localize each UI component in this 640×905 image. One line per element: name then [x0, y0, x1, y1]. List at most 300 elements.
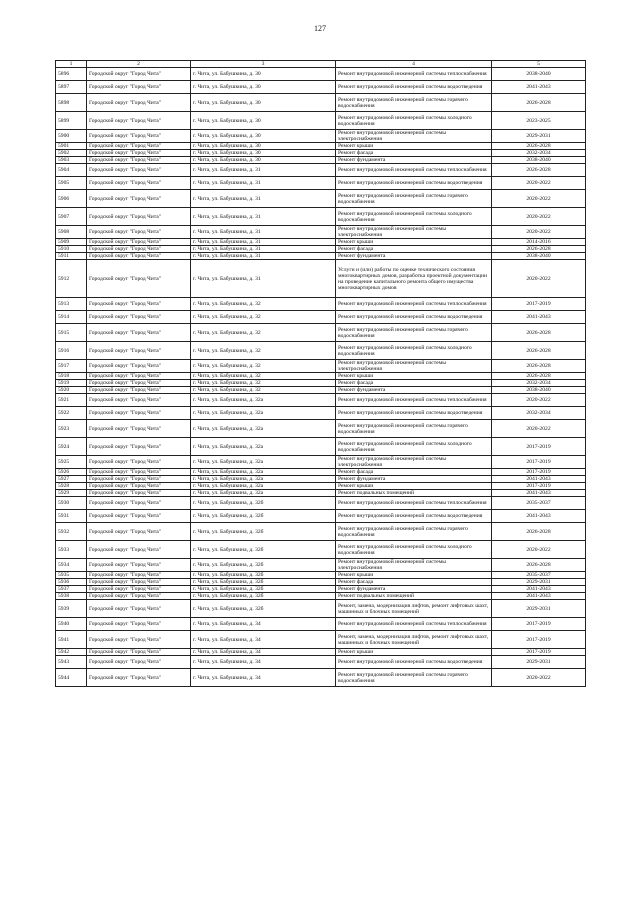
row-number: 5896	[56, 68, 87, 81]
row-number: 5937	[56, 586, 87, 593]
work-type-cell: Ремонт крыши	[336, 483, 492, 490]
work-type-cell: Услуги и (или) работы по оценке технического состояния многоквартирных домов, разработка проектной документации на проведение капитального ремонта общего имущества многоквартирных домов	[336, 260, 492, 298]
municipality-cell: Городской округ "Город Чита"	[87, 253, 191, 260]
period-cell: 2020-2022	[492, 669, 586, 687]
period-cell: 2035-2037	[492, 497, 586, 510]
municipality-cell: Городской округ "Город Чита"	[87, 559, 191, 572]
table-row	[56, 438, 586, 456]
row-number: 5900	[56, 130, 87, 143]
row-number: 5898	[56, 94, 87, 112]
table-row	[56, 523, 586, 541]
row-number: 5927	[56, 476, 87, 483]
address-cell: г. Чита, ул. Бабушкина, д. 32	[191, 298, 336, 311]
work-type-cell: Ремонт, замена, модернизация лифтов, ремонт лифтовых шахт, машинных и блочных помещений	[336, 600, 492, 618]
address-cell: г. Чита, ул. Бабушкина, д. 32б	[191, 497, 336, 510]
address-cell: г. Чита, ул. Бабушкина, д. 32а	[191, 456, 336, 469]
municipality-cell: Городской округ "Город Чита"	[87, 68, 191, 81]
period-cell: 2026-2028	[492, 143, 586, 150]
row-number: 5943	[56, 656, 87, 669]
header-cell: 2	[87, 61, 191, 68]
municipality-cell: Городской округ "Город Чита"	[87, 226, 191, 239]
address-cell: г. Чита, ул. Бабушкина, д. 31	[191, 177, 336, 190]
address-cell: г. Чита, ул. Бабушкина, д. 30	[191, 94, 336, 112]
period-cell: 2038-2040	[492, 68, 586, 81]
row-number: 5926	[56, 469, 87, 476]
municipality-cell: Городской округ "Город Чита"	[87, 157, 191, 164]
period-cell: 2017-2019	[492, 649, 586, 656]
row-number: 5939	[56, 600, 87, 618]
capital-repair-table	[55, 60, 586, 687]
municipality-cell: Городской округ "Город Чита"	[87, 618, 191, 631]
municipality-cell: Городской округ "Город Чита"	[87, 469, 191, 476]
table-row	[56, 387, 586, 394]
table-row	[56, 618, 586, 631]
table-row	[56, 94, 586, 112]
row-number: 5921	[56, 394, 87, 407]
row-number: 5911	[56, 253, 87, 260]
address-cell: г. Чита, ул. Бабушкина, д. 32	[191, 373, 336, 380]
municipality-cell: Городской округ "Город Чита"	[87, 324, 191, 342]
table-row	[56, 226, 586, 239]
work-type-cell: Ремонт крыши	[336, 649, 492, 656]
work-type-cell: Ремонт внутридомовой инженерной системы горячего водоснабжения	[336, 324, 492, 342]
address-cell: г. Чита, ул. Бабушкина, д. 32	[191, 387, 336, 394]
municipality-cell: Городской округ "Город Чита"	[87, 438, 191, 456]
address-cell: г. Чита, ул. Бабушкина, д. 30	[191, 150, 336, 157]
work-type-cell: Ремонт внутридомовой инженерной системы холодного водоснабжения	[336, 438, 492, 456]
work-type-cell: Ремонт фасада	[336, 579, 492, 586]
table-row	[56, 593, 586, 600]
period-cell: 2026-2028	[492, 523, 586, 541]
address-cell: г. Чита, ул. Бабушкина, д. 30	[191, 81, 336, 94]
work-type-cell: Ремонт подвальных помещений	[336, 593, 492, 600]
work-type-cell: Ремонт фасада	[336, 469, 492, 476]
municipality-cell: Городской округ "Город Чита"	[87, 190, 191, 208]
address-cell: г. Чита, ул. Бабушкина, д. 32б	[191, 541, 336, 559]
work-type-cell: Ремонт внутридомовой инженерной системы электроснабжения	[336, 559, 492, 572]
period-cell: 2041-2043	[492, 586, 586, 593]
row-number: 5920	[56, 387, 87, 394]
table-row	[56, 246, 586, 253]
period-cell: 2026-2028	[492, 342, 586, 360]
table-row	[56, 112, 586, 130]
municipality-cell: Городской округ "Город Чита"	[87, 260, 191, 298]
table-row	[56, 260, 586, 298]
period-cell: 2020-2022	[492, 394, 586, 407]
work-type-cell: Ремонт внутридомовой инженерной системы водоотведения	[336, 407, 492, 420]
address-cell: г. Чита, ул. Бабушкина, д. 31	[191, 164, 336, 177]
row-number: 5905	[56, 177, 87, 190]
period-cell: 2032-2034	[492, 407, 586, 420]
table-row	[56, 497, 586, 510]
period-cell: 2017-2019	[492, 298, 586, 311]
work-type-cell: Ремонт внутридомовой инженерной системы холодного водоснабжения	[336, 541, 492, 559]
row-number: 5944	[56, 669, 87, 687]
address-cell: г. Чита, ул. Бабушкина, д. 32б	[191, 523, 336, 541]
period-cell: 2032-2034	[492, 150, 586, 157]
address-cell: г. Чита, ул. Бабушкина, д. 34	[191, 631, 336, 649]
table-row	[56, 150, 586, 157]
address-cell: г. Чита, ул. Бабушкина, д. 34	[191, 656, 336, 669]
row-number: 5914	[56, 311, 87, 324]
period-cell: 2017-2019	[492, 483, 586, 490]
municipality-cell: Городской округ "Город Чита"	[87, 656, 191, 669]
table-row	[56, 420, 586, 438]
period-cell: 2029-2031	[492, 579, 586, 586]
row-number: 5913	[56, 298, 87, 311]
table-row	[56, 586, 586, 593]
work-type-cell: Ремонт внутридомовой инженерной системы горячего водоснабжения	[336, 523, 492, 541]
address-cell: г. Чита, ул. Бабушкина, д. 32а	[191, 469, 336, 476]
work-type-cell: Ремонт внутридомовой инженерной системы водоотведения	[336, 510, 492, 523]
work-type-cell: Ремонт крыши	[336, 373, 492, 380]
municipality-cell: Городской округ "Город Чита"	[87, 420, 191, 438]
period-cell: 2029-2031	[492, 130, 586, 143]
period-cell: 2041-2043	[492, 81, 586, 94]
row-number: 5935	[56, 572, 87, 579]
address-cell: г. Чита, ул. Бабушкина, д. 32а	[191, 407, 336, 420]
row-number: 5918	[56, 373, 87, 380]
table-row	[56, 298, 586, 311]
table-row	[56, 600, 586, 618]
municipality-cell: Городской округ "Город Чита"	[87, 407, 191, 420]
table-row	[56, 407, 586, 420]
table-row	[56, 239, 586, 246]
period-cell: 2041-2043	[492, 476, 586, 483]
row-number: 5899	[56, 112, 87, 130]
row-number: 5923	[56, 420, 87, 438]
row-number: 5901	[56, 143, 87, 150]
period-cell: 2020-2022	[492, 260, 586, 298]
table-row	[56, 324, 586, 342]
row-number: 5912	[56, 260, 87, 298]
table-row	[56, 177, 586, 190]
work-type-cell: Ремонт подвальных помещений	[336, 490, 492, 497]
period-cell: 2026-2028	[492, 164, 586, 177]
municipality-cell: Городской округ "Город Чита"	[87, 246, 191, 253]
address-cell: г. Чита, ул. Бабушкина, д. 30	[191, 143, 336, 150]
work-type-cell: Ремонт внутридомовой инженерной системы холодного водоснабжения	[336, 342, 492, 360]
row-number: 5925	[56, 456, 87, 469]
row-number: 5931	[56, 510, 87, 523]
period-cell: 2035-2037	[492, 572, 586, 579]
address-cell: г. Чита, ул. Бабушкина, д. 32б	[191, 572, 336, 579]
period-cell: 2041-2043	[492, 593, 586, 600]
municipality-cell: Городской округ "Город Чита"	[87, 164, 191, 177]
municipality-cell: Городской округ "Город Чита"	[87, 523, 191, 541]
period-cell: 2029-2031	[492, 600, 586, 618]
table-body	[56, 61, 586, 687]
row-number: 5907	[56, 208, 87, 226]
address-cell: г. Чита, ул. Бабушкина, д. 34	[191, 669, 336, 687]
work-type-cell: Ремонт фасада	[336, 150, 492, 157]
row-number: 5904	[56, 164, 87, 177]
municipality-cell: Городской округ "Город Чита"	[87, 387, 191, 394]
municipality-cell: Городской округ "Город Чита"	[87, 510, 191, 523]
municipality-cell: Городской округ "Город Чита"	[87, 81, 191, 94]
work-type-cell: Ремонт внутридомовой инженерной системы водоотведения	[336, 311, 492, 324]
address-cell: г. Чита, ул. Бабушкина, д. 31	[191, 208, 336, 226]
table-row	[56, 541, 586, 559]
table-row	[56, 157, 586, 164]
row-number: 5906	[56, 190, 87, 208]
table-row	[56, 469, 586, 476]
row-number: 5934	[56, 559, 87, 572]
work-type-cell: Ремонт крыши	[336, 143, 492, 150]
table-row	[56, 360, 586, 373]
work-type-cell: Ремонт внутридомовой инженерной системы теплоснабжения	[336, 618, 492, 631]
table-row	[56, 669, 586, 687]
municipality-cell: Городской округ "Город Чита"	[87, 380, 191, 387]
address-cell: г. Чита, ул. Бабушкина, д. 32	[191, 360, 336, 373]
row-number: 5917	[56, 360, 87, 373]
address-cell: г. Чита, ул. Бабушкина, д. 32б	[191, 586, 336, 593]
work-type-cell: Ремонт фасада	[336, 380, 492, 387]
row-number: 5928	[56, 483, 87, 490]
municipality-cell: Городской округ "Город Чита"	[87, 360, 191, 373]
work-type-cell: Ремонт фундамента	[336, 253, 492, 260]
work-type-cell: Ремонт внутридомовой инженерной системы холодного водоснабжения	[336, 112, 492, 130]
municipality-cell: Городской округ "Город Чита"	[87, 298, 191, 311]
table-row	[56, 190, 586, 208]
row-number: 5938	[56, 593, 87, 600]
work-type-cell: Ремонт внутридомовой инженерной системы теплоснабжения	[336, 68, 492, 81]
period-cell: 2017-2019	[492, 456, 586, 469]
address-cell: г. Чита, ул. Бабушкина, д. 32б	[191, 510, 336, 523]
address-cell: г. Чита, ул. Бабушкина, д. 31	[191, 246, 336, 253]
municipality-cell: Городской округ "Город Чита"	[87, 483, 191, 490]
work-type-cell: Ремонт внутридомовой инженерной системы электроснабжения	[336, 130, 492, 143]
work-type-cell: Ремонт крыши	[336, 239, 492, 246]
period-cell: 2017-2019	[492, 438, 586, 456]
period-cell: 2026-2028	[492, 360, 586, 373]
period-cell: 2038-2040	[492, 157, 586, 164]
address-cell: г. Чита, ул. Бабушкина, д. 31	[191, 260, 336, 298]
table-row	[56, 456, 586, 469]
address-cell: г. Чита, ул. Бабушкина, д. 31	[191, 190, 336, 208]
table-row	[56, 143, 586, 150]
municipality-cell: Городской округ "Город Чита"	[87, 631, 191, 649]
address-cell: г. Чита, ул. Бабушкина, д. 31	[191, 239, 336, 246]
row-number: 5940	[56, 618, 87, 631]
address-cell: г. Чита, ул. Бабушкина, д. 31	[191, 226, 336, 239]
municipality-cell: Городской округ "Город Чита"	[87, 394, 191, 407]
period-cell: 2029-2031	[492, 656, 586, 669]
row-number: 5909	[56, 239, 87, 246]
address-cell: г. Чита, ул. Бабушкина, д. 32б	[191, 559, 336, 572]
period-cell: 2026-2028	[492, 373, 586, 380]
row-number: 5902	[56, 150, 87, 157]
address-cell: г. Чита, ул. Бабушкина, д. 32	[191, 311, 336, 324]
row-number: 5933	[56, 541, 87, 559]
municipality-cell: Городской округ "Город Чита"	[87, 373, 191, 380]
address-cell: г. Чита, ул. Бабушкина, д. 30	[191, 112, 336, 130]
table-row	[56, 572, 586, 579]
period-cell: 2032-2034	[492, 380, 586, 387]
page-number: 127	[314, 24, 326, 33]
table-row	[56, 208, 586, 226]
work-type-cell: Ремонт внутридомовой инженерной системы горячего водоснабжения	[336, 190, 492, 208]
work-type-cell: Ремонт фундамента	[336, 476, 492, 483]
address-cell: г. Чита, ул. Бабушкина, д. 31	[191, 253, 336, 260]
header-cell: 5	[492, 61, 586, 68]
municipality-cell: Городской округ "Город Чита"	[87, 94, 191, 112]
municipality-cell: Городской округ "Город Чита"	[87, 593, 191, 600]
table-row	[56, 164, 586, 177]
table-row	[56, 490, 586, 497]
municipality-cell: Городской округ "Город Чита"	[87, 586, 191, 593]
period-cell: 2026-2028	[492, 246, 586, 253]
municipality-cell: Городской округ "Город Чита"	[87, 456, 191, 469]
row-number: 5910	[56, 246, 87, 253]
address-cell: г. Чита, ул. Бабушкина, д. 32а	[191, 483, 336, 490]
work-type-cell: Ремонт внутридомовой инженерной системы горячего водоснабжения	[336, 420, 492, 438]
address-cell: г. Чита, ул. Бабушкина, д. 34	[191, 649, 336, 656]
row-number: 5941	[56, 631, 87, 649]
municipality-cell: Городской округ "Город Чита"	[87, 208, 191, 226]
period-cell: 2014-2016	[492, 239, 586, 246]
work-type-cell: Ремонт внутридомовой инженерной системы горячего водоснабжения	[336, 669, 492, 687]
header-cell: 4	[336, 61, 492, 68]
address-cell: г. Чита, ул. Бабушкина, д. 32б	[191, 600, 336, 618]
period-cell: 2020-2022	[492, 541, 586, 559]
table-row	[56, 476, 586, 483]
municipality-cell: Городской округ "Город Чита"	[87, 490, 191, 497]
row-number: 5932	[56, 523, 87, 541]
table-row	[56, 130, 586, 143]
row-number: 5942	[56, 649, 87, 656]
municipality-cell: Городской округ "Город Чита"	[87, 112, 191, 130]
period-cell: 2041-2043	[492, 510, 586, 523]
header-cell: 1	[56, 61, 87, 68]
municipality-cell: Городской округ "Город Чита"	[87, 476, 191, 483]
address-cell: г. Чита, ул. Бабушкина, д. 32а	[191, 438, 336, 456]
row-number: 5922	[56, 407, 87, 420]
work-type-cell: Ремонт внутридомовой инженерной системы холодного водоснабжения	[336, 208, 492, 226]
work-type-cell: Ремонт фундамента	[336, 586, 492, 593]
address-cell: г. Чита, ул. Бабушкина, д. 30	[191, 157, 336, 164]
period-cell: 2038-2040	[492, 253, 586, 260]
address-cell: г. Чита, ул. Бабушкина, д. 30	[191, 68, 336, 81]
table-row	[56, 380, 586, 387]
table-row	[56, 510, 586, 523]
row-number: 5916	[56, 342, 87, 360]
period-cell: 2026-2028	[492, 94, 586, 112]
work-type-cell: Ремонт внутридомовой инженерной системы водоотведения	[336, 656, 492, 669]
address-cell: г. Чита, ул. Бабушкина, д. 32б	[191, 593, 336, 600]
row-number: 5936	[56, 579, 87, 586]
work-type-cell: Ремонт внутридомовой инженерной системы теплоснабжения	[336, 497, 492, 510]
work-type-cell: Ремонт фундамента	[336, 157, 492, 164]
period-cell: 2017-2019	[492, 469, 586, 476]
period-cell: 2038-2040	[492, 387, 586, 394]
municipality-cell: Городской округ "Город Чита"	[87, 541, 191, 559]
municipality-cell: Городской округ "Город Чита"	[87, 143, 191, 150]
table-row	[56, 631, 586, 649]
table-row	[56, 579, 586, 586]
period-cell: 2017-2019	[492, 618, 586, 631]
municipality-cell: Городской округ "Город Чита"	[87, 311, 191, 324]
municipality-cell: Городской округ "Город Чита"	[87, 177, 191, 190]
address-cell: г. Чита, ул. Бабушкина, д. 32а	[191, 394, 336, 407]
address-cell: г. Чита, ул. Бабушкина, д. 32а	[191, 476, 336, 483]
table-row	[56, 81, 586, 94]
period-cell: 2041-2043	[492, 490, 586, 497]
address-cell: г. Чита, ул. Бабушкина, д. 32а	[191, 420, 336, 438]
table-row	[56, 373, 586, 380]
address-cell: г. Чита, ул. Бабушкина, д. 32б	[191, 579, 336, 586]
header-row	[56, 61, 586, 68]
row-number: 5897	[56, 81, 87, 94]
row-number: 5919	[56, 380, 87, 387]
municipality-cell: Городской округ "Город Чита"	[87, 669, 191, 687]
work-type-cell: Ремонт внутридомовой инженерной системы теплоснабжения	[336, 298, 492, 311]
period-cell: 2020-2022	[492, 420, 586, 438]
period-cell: 2020-2022	[492, 177, 586, 190]
address-cell: г. Чита, ул. Бабушкина, д. 32	[191, 380, 336, 387]
period-cell: 2026-2028	[492, 559, 586, 572]
table-row	[56, 342, 586, 360]
row-number: 5908	[56, 226, 87, 239]
period-cell: 2023-2025	[492, 112, 586, 130]
table-row	[56, 68, 586, 81]
municipality-cell: Городской округ "Город Чита"	[87, 497, 191, 510]
municipality-cell: Городской округ "Город Чита"	[87, 342, 191, 360]
work-type-cell: Ремонт внутридомовой инженерной системы электроснабжения	[336, 226, 492, 239]
municipality-cell: Городской округ "Город Чита"	[87, 239, 191, 246]
row-number: 5924	[56, 438, 87, 456]
work-type-cell: Ремонт внутридомовой инженерной системы теплоснабжения	[336, 164, 492, 177]
header-cell: 3	[191, 61, 336, 68]
table-row	[56, 394, 586, 407]
table-row	[56, 559, 586, 572]
address-cell: г. Чита, ул. Бабушкина, д. 30	[191, 130, 336, 143]
work-type-cell: Ремонт внутридомовой инженерной системы горячего водоснабжения	[336, 94, 492, 112]
period-cell: 2017-2019	[492, 631, 586, 649]
work-type-cell: Ремонт внутридомовой инженерной системы водоотведения	[336, 177, 492, 190]
municipality-cell: Городской округ "Город Чита"	[87, 150, 191, 157]
period-cell: 2020-2022	[492, 190, 586, 208]
row-number: 5930	[56, 497, 87, 510]
row-number: 5903	[56, 157, 87, 164]
work-type-cell: Ремонт крыши	[336, 572, 492, 579]
period-cell: 2020-2022	[492, 208, 586, 226]
row-number: 5929	[56, 490, 87, 497]
table-row	[56, 483, 586, 490]
municipality-cell: Городской округ "Город Чита"	[87, 579, 191, 586]
work-type-cell: Ремонт фасада	[336, 246, 492, 253]
period-cell: 2041-2043	[492, 311, 586, 324]
municipality-cell: Городской округ "Город Чита"	[87, 649, 191, 656]
address-cell: г. Чита, ул. Бабушкина, д. 32	[191, 324, 336, 342]
address-cell: г. Чита, ул. Бабушкина, д. 34	[191, 618, 336, 631]
work-type-cell: Ремонт, замена, модернизация лифтов, ремонт лифтовых шахт, машинных и блочных помещений	[336, 631, 492, 649]
work-type-cell: Ремонт внутридомовой инженерной системы электроснабжения	[336, 456, 492, 469]
work-type-cell: Ремонт внутридомовой инженерной системы водоотведения	[336, 81, 492, 94]
municipality-cell: Городской округ "Город Чита"	[87, 130, 191, 143]
address-cell: г. Чита, ул. Бабушкина, д. 32	[191, 342, 336, 360]
table-row	[56, 311, 586, 324]
table-row	[56, 656, 586, 669]
period-cell: 2020-2022	[492, 226, 586, 239]
table-row	[56, 649, 586, 656]
work-type-cell: Ремонт внутридомовой инженерной системы электроснабжения	[336, 360, 492, 373]
municipality-cell: Городской округ "Город Чита"	[87, 572, 191, 579]
work-type-cell: Ремонт фундамента	[336, 387, 492, 394]
address-cell: г. Чита, ул. Бабушкина, д. 32а	[191, 490, 336, 497]
period-cell: 2026-2028	[492, 324, 586, 342]
work-type-cell: Ремонт внутридомовой инженерной системы теплоснабжения	[336, 394, 492, 407]
